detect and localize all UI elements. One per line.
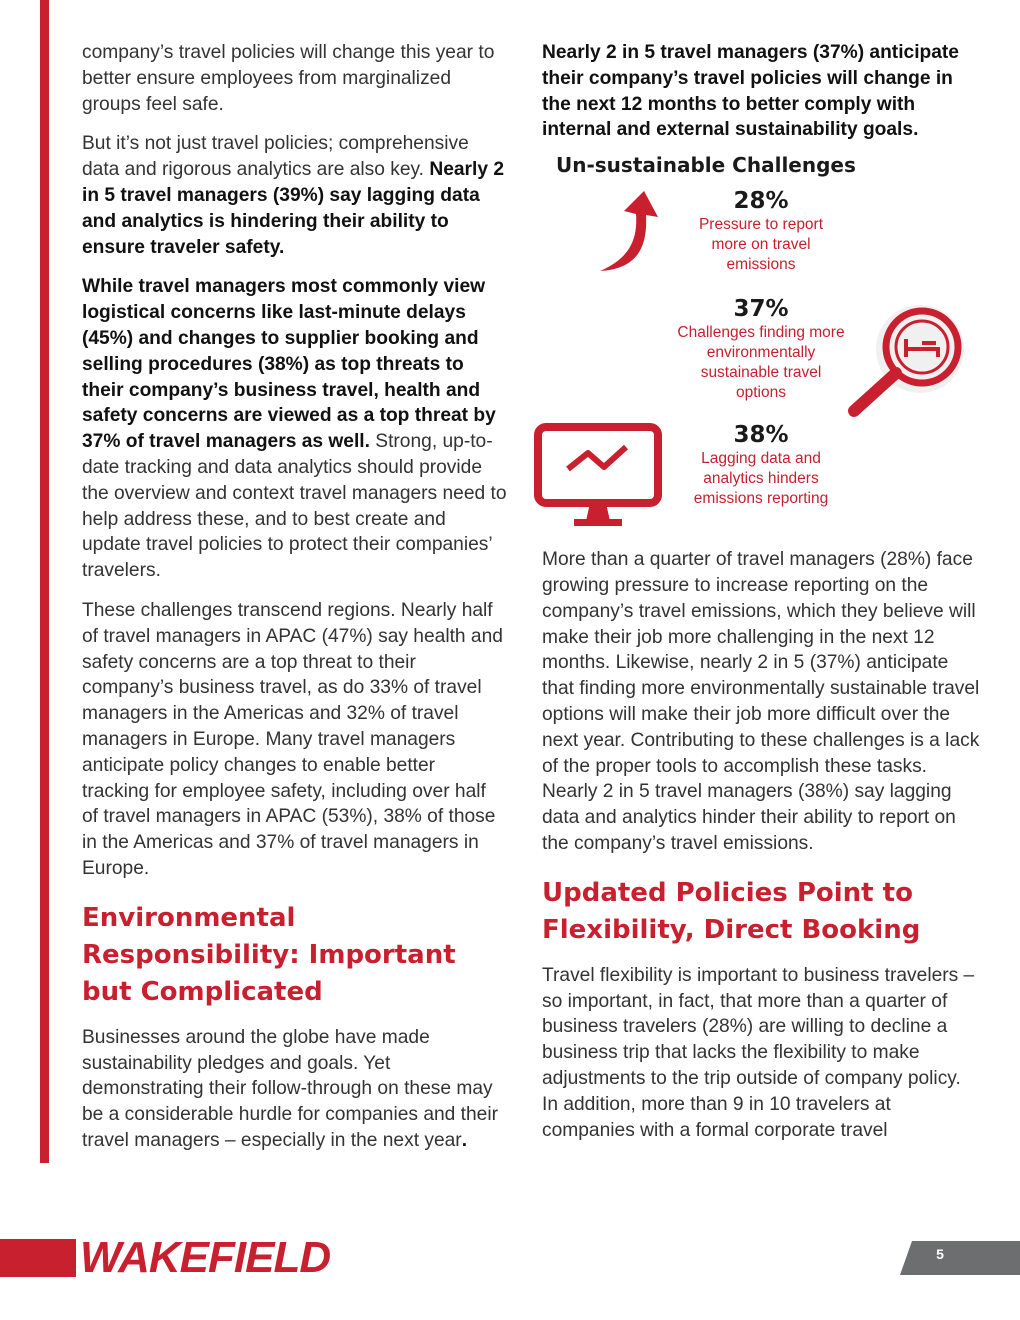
stat-28: [666, 187, 856, 275]
right-paragraph-1: Nearly 2 in 5 travel managers (37%) anticipate their company’s travel policies will change in the next 12 months to better comply with internal and external sustainability goals.: [542, 42, 959, 141]
left-column: [82, 40, 507, 1168]
upward-arrow-icon: [596, 189, 676, 275]
left-paragraph-3-text: Strong, up-to-date tracking and data analytics should provide the overview and context travel managers need to help address these, and to best create and update travel policies to protect their companies’ travelers.: [82, 431, 507, 582]
magnifier-bed-icon: [832, 299, 982, 419]
company-logo: WAKEFIELD: [80, 1233, 331, 1282]
footer-red-shape: [0, 1233, 80, 1293]
stat-28-text: Pressure to report more on travel emissions: [698, 216, 824, 274]
section-heading-updated-policies: Updated Policies Point to Flexibility, Direct Booking: [542, 877, 921, 945]
stat-37: [666, 295, 856, 403]
left-paragraph-2-text: But it’s not just travel policies; comprehensive data and rigorous analytics are also key.: [82, 133, 469, 181]
stat-38-number: 38%: [733, 422, 789, 449]
stat-38: [666, 421, 856, 509]
stat-37-number: 37%: [733, 296, 789, 323]
infographic-title: Un-sustainable Challenges: [556, 153, 856, 178]
page-number-tab: [900, 1241, 1020, 1275]
left-paragraph-5-period: .: [461, 1129, 468, 1151]
monitor-chart-icon: [534, 423, 664, 533]
right-paragraph-3: Travel flexibility is important to business travelers – so important, in fact, that more than a quarter of business travelers (28%) are willing to decline a business trip that lacks the flexibility to make adjustments to the trip outside of company policy. In addition, more than 9 in 10 travelers at companies with a formal corporate travel: [542, 964, 975, 1141]
right-column: [542, 40, 982, 1157]
left-paragraph-2-bold: Nearly 2 in 5 travel managers (39%) say lagging data and analytics is hindering their ability to ensure traveler safety.: [82, 159, 505, 258]
left-paragraph-3: [82, 274, 507, 584]
left-paragraph-4: These challenges transcend regions. Nearly half of travel managers in APAC (47%) say health and safety concerns are a top threat to their company’s business travel, as do 33% of travel managers in the Americas and 32% of travel managers in Europe. Many travel managers anticipate policy changes to enable better tracking for employee safety, including over half of travel managers in APAC (53%), 38% of those in the Americas and 37% of travel managers in Europe.: [82, 599, 503, 879]
left-paragraph-1: company’s travel policies will change this year to better ensure employees from marginalized groups feel safe.: [82, 42, 495, 115]
left-paragraph-3-bold: While travel managers most commonly view logistical concerns like last-minute delays (45%) and changes to supplier booking and selling procedures (38%) as top threats to their company’s business travel, health and safety concerns are viewed as a top threat by 37% of travel managers as well.: [82, 276, 496, 453]
infographic: [542, 153, 982, 543]
left-paragraph-5: [82, 1025, 507, 1154]
section-heading-environmental: Environmental Responsibility: Important but Complicated: [82, 902, 456, 1007]
left-paragraph-2: [82, 131, 507, 260]
right-paragraph-2: More than a quarter of travel managers (28%) face growing pressure to increase reporting on the company’s travel emissions, which they believe will make their job more challenging in the next 12 months. Likewise, nearly 2 in 5 (37%) anticipate that finding more environmentally sustainable travel options will make their job more difficult over the next year. Contributing to these challenges is a lack of the proper tools to accomplish these tasks. Nearly 2 in 5 travel managers (38%) say lagging data and analytics hinder their ability to report on the company’s travel emissions.: [542, 549, 980, 854]
stat-28-number: 28%: [733, 188, 789, 215]
stat-37-text: Challenges finding more environmentally sustainable travel options: [677, 324, 845, 402]
page-number: 5: [936, 1246, 944, 1262]
stat-38-text: Lagging data and analytics hinders emissions reporting: [693, 450, 829, 508]
left-paragraph-5-text: Businesses around the globe have made sustainability pledges and goals. Yet demonstrating their follow-through on these may be a considerable hurdle for companies and their travel managers – especially in the next year: [82, 1026, 498, 1151]
left-accent-bar: [40, 0, 49, 1163]
